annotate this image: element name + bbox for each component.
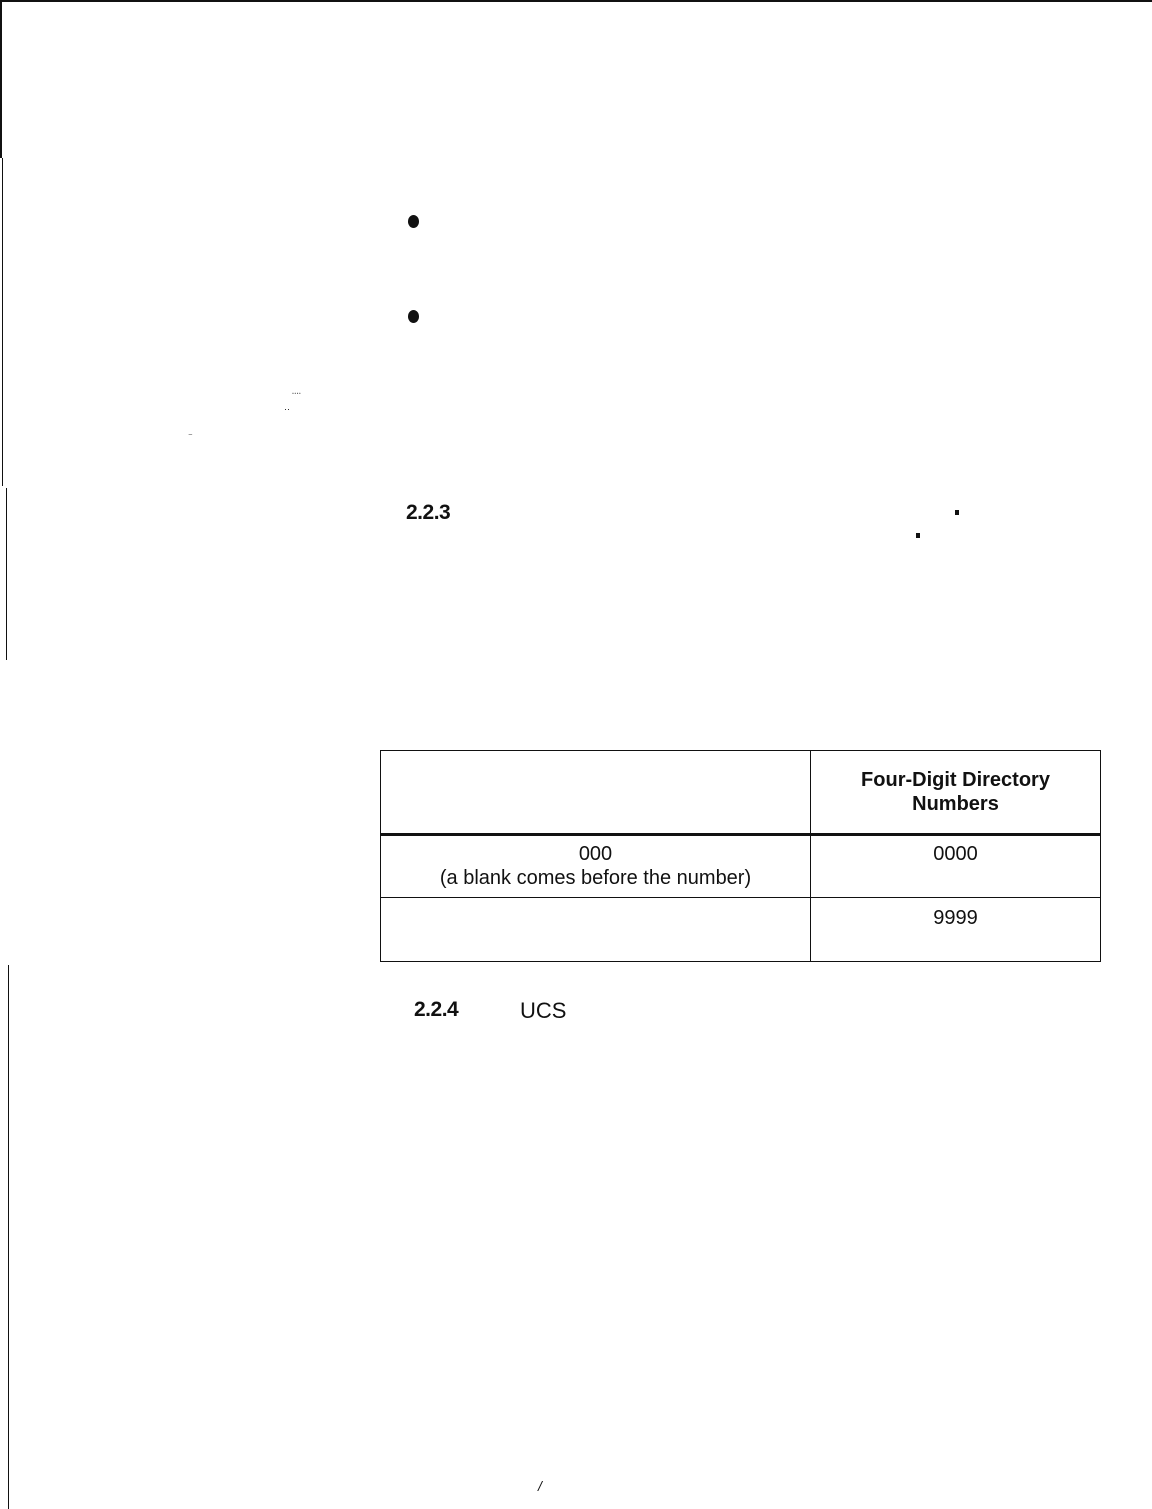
section-number-2-2-3: 2.2.3 xyxy=(406,501,451,524)
cell-line: 000 xyxy=(578,842,613,865)
footer-mark: / xyxy=(538,1478,542,1494)
top-border-line xyxy=(0,0,1152,2)
table-header-cell xyxy=(381,751,811,835)
scan-dot xyxy=(955,510,959,515)
bullet-icon xyxy=(408,310,419,323)
table-row xyxy=(381,834,1101,898)
table-cell xyxy=(381,834,811,898)
table-cell xyxy=(381,898,811,962)
directory-numbers-table xyxy=(380,750,1100,962)
scan-speck: ᠁ xyxy=(290,389,301,399)
section-title-ucs: UCS xyxy=(520,998,567,1023)
left-margin-line xyxy=(2,158,3,486)
table-header-cell xyxy=(811,751,1101,835)
cell-line: (a blank comes before the number) xyxy=(439,866,752,889)
table-cell: 9999 xyxy=(811,898,1101,962)
scan-speck: ⁻ xyxy=(188,431,193,441)
left-margin-line xyxy=(8,965,9,1509)
section-number-2-2-4: 2.2.4 xyxy=(414,998,459,1021)
table-cell: 0000 xyxy=(811,834,1101,898)
left-margin-line xyxy=(6,488,7,660)
table-row xyxy=(381,898,1101,962)
scan-speck: ‥ xyxy=(284,402,291,412)
left-margin-line xyxy=(0,0,2,158)
scan-dot xyxy=(916,533,920,538)
table-header-row xyxy=(381,751,1101,835)
bullet-icon xyxy=(408,215,419,228)
header-four-digit-directory-numbers: Four-Digit Directory Numbers xyxy=(861,768,1050,815)
